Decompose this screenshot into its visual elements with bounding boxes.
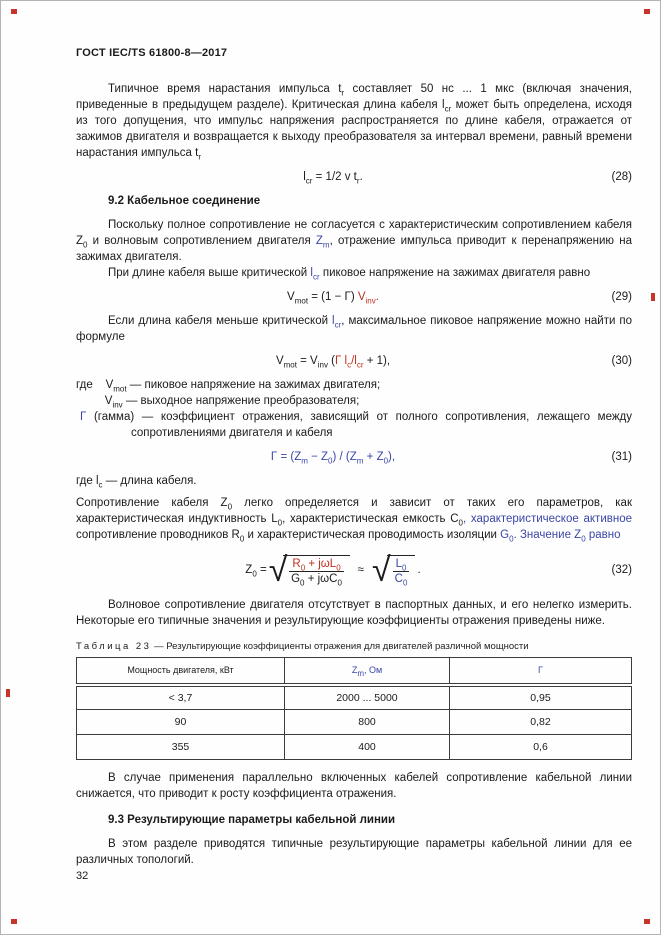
cell-gamma: 0,95 bbox=[450, 685, 632, 710]
formula-30-expression: $V_{mot} = V_{inv}$ (Γ $l_c/l_{cr} + 1$), bbox=[275, 355, 391, 370]
paragraph-rise-time: Типичное время нарастания импульса $t_r$ составляет 50 нс ... 1 мкс (включая значения, приведенные в предыдущем разделе). Критическая длина кабеля $l_{cr}$ может быть определена, исходя из того допущения, что импульс напряжения распространяется по длине кабеля, отражается от зажимов двигателя и возвращается к выходу преобразователя за интервал времени, равный времени нарастания импульса $t_r$ bbox=[76, 83, 632, 162]
formula-32 bbox=[76, 550, 632, 590]
formula-29-number: (29) bbox=[611, 291, 632, 303]
cell-gamma: 0,6 bbox=[450, 735, 632, 760]
formula-30 bbox=[76, 355, 632, 370]
sqrt-sign: √ bbox=[268, 550, 288, 590]
paragraph-impedance-mismatch: Поскольку полное сопротивление не согласуется с характеристическим сопротивлением кабеля $Z_0$ и волновым сопротивлением двигателя $Z_m$, отражение импульса приводит к перенапряжению на зажимах двигателя. bbox=[76, 219, 632, 263]
where-vmot: где $V_{mot}$ — пиковое напряжение на зажимах двигателя; bbox=[76, 379, 381, 394]
table-caption bbox=[76, 641, 632, 652]
scan-artifact-mark bbox=[644, 919, 650, 924]
paragraph-wave-impedance: Волновое сопротивление двигателя отсутствует в паспортных данных, и его нелегко измерить. Некоторые его типичные значения и результирующие коэффициенты отражения приведены ниже. bbox=[76, 599, 632, 627]
formula-31-number: (31) bbox=[611, 451, 632, 463]
table-row bbox=[77, 685, 632, 710]
paragraph-above-critical: При длине кабеля выше критической $l_{cr}$ пиковое напряжение на зажимах двигателя равно bbox=[108, 267, 591, 282]
scan-artifact-mark bbox=[651, 293, 655, 301]
fraction-exact bbox=[283, 555, 349, 588]
where-gamma: Γ (гамма) — коэффициент отражения, зависящий от полного сопротивления, лежащего между сопротивлениями двигателя и кабеля bbox=[80, 411, 632, 439]
col-header-gamma: Γ bbox=[450, 658, 632, 685]
formula-28 bbox=[76, 171, 632, 186]
page-content bbox=[76, 47, 632, 868]
formula-32-expression bbox=[76, 550, 590, 590]
col-header-impedance: $Z_m$, Ом bbox=[285, 658, 450, 685]
formula-32-number: (32) bbox=[611, 564, 632, 576]
formula-32-lhs: $Z_0$ = bbox=[245, 564, 267, 579]
table-row bbox=[77, 735, 632, 760]
formula-31 bbox=[76, 451, 632, 466]
table-header-row bbox=[77, 658, 632, 685]
scan-artifact-mark bbox=[6, 689, 10, 697]
section-heading-9-2: 9.2 Кабельное соединение bbox=[108, 195, 261, 207]
table-caption-label: Таблица 23 bbox=[76, 641, 152, 652]
fraction-approx bbox=[387, 555, 416, 588]
col-header-motor-power: Мощность двигателя, кВт bbox=[77, 658, 285, 685]
paragraph-cable-line-parameters: В этом разделе приводятся типичные результирующие параметры кабельной линии для ее различных топологий. bbox=[76, 838, 632, 866]
cell-impedance: 400 bbox=[285, 735, 450, 760]
paragraph-cable-impedance: Сопротивление кабеля $Z_0$ легко определяется и зависит от таких его параметров, как характеристическая индуктивность $L_0$, характеристическая емкость $C_0$, характеристическое активное сопротивление проводников $R_0$ и характеристическая проводимость изоляции $G_0$. Значение $Z_0$ равно bbox=[76, 497, 633, 544]
paragraph-parallel-cables: В случае применения параллельно включенных кабелей сопротивление кабельной линии снижается, что приводит к росту коэффициента отражения. bbox=[76, 772, 632, 800]
cell-motor-power: 90 bbox=[77, 710, 285, 735]
cell-motor-power: 355 bbox=[77, 735, 285, 760]
radical-exact bbox=[268, 550, 350, 590]
cell-gamma: 0,82 bbox=[450, 710, 632, 735]
formula-29-expression: $V_{mot} = (1 - \Gamma)$ $V_{inv}$. bbox=[287, 291, 379, 306]
paragraph-below-critical: Если длина кабеля меньше критической $l_{cr}$, максимальное пиковое напряжение можно найти по формуле bbox=[76, 315, 632, 343]
approx-sign: ≈ bbox=[357, 564, 364, 576]
scan-artifact-mark bbox=[644, 9, 650, 14]
fraction-denominator: $C_0$ bbox=[394, 573, 408, 588]
where-cable-length: где $l_c$ — длина кабеля. bbox=[76, 475, 197, 490]
formula-28-expression: $l_{cr} = 1/2$ v $t_r$. bbox=[303, 171, 363, 186]
formula-30-number: (30) bbox=[611, 355, 632, 367]
sqrt-sign: √ bbox=[371, 550, 391, 590]
fraction-numerator: $R_0 + j\omega L_0$ bbox=[289, 558, 343, 572]
scan-artifact-mark bbox=[11, 919, 17, 924]
table-caption-text: — Результирующие коэффициенты отражения для двигателей различной мощности bbox=[151, 641, 529, 652]
scan-artifact-mark bbox=[11, 9, 17, 14]
formula-29 bbox=[76, 291, 632, 306]
fraction-denominator: $G_0 + j\omega C_0$ bbox=[291, 573, 342, 588]
cell-motor-power: < 3,7 bbox=[77, 685, 285, 710]
formula-28-number: (28) bbox=[611, 171, 632, 183]
cell-impedance: 2000 ... 5000 bbox=[285, 685, 450, 710]
formula-32-body bbox=[245, 550, 421, 590]
page-number: 32 bbox=[76, 870, 89, 882]
reflection-coefficients-table bbox=[76, 657, 632, 760]
cell-impedance: 800 bbox=[285, 710, 450, 735]
table-row bbox=[77, 710, 632, 735]
section-heading-9-3: 9.3 Результирующие параметры кабельной линии bbox=[108, 814, 396, 826]
where-vinv: $V_{inv}$ — выходное напряжение преобразователя; bbox=[76, 395, 360, 410]
formula-31-expression: $\Gamma = (Z_m - Z_0) / (Z_m + Z_0)$, bbox=[270, 451, 396, 466]
fraction-numerator: $L_0$ bbox=[393, 558, 410, 572]
where-definitions bbox=[76, 377, 632, 441]
radical-approx bbox=[371, 550, 416, 590]
formula-32-period: . bbox=[417, 564, 421, 576]
document-header: ГОСТ IEC/TS 61800-8—2017 bbox=[76, 47, 228, 59]
